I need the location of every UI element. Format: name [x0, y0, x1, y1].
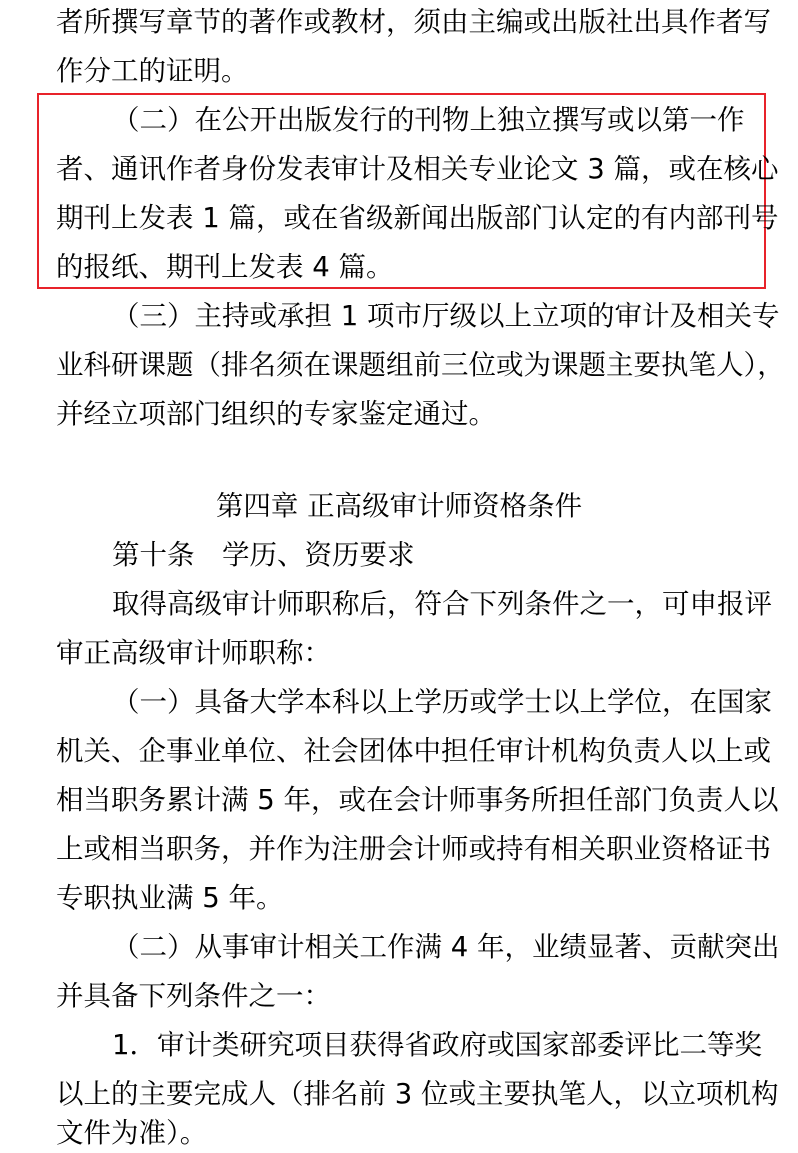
text-line: 上或相当职务，并作为注册会计师或持有相关职业资格证书	[56, 833, 771, 865]
text-line: 机关、企事业单位、社会团体中担任审计机构负责人以上或	[56, 735, 771, 767]
text-line: 期刊上发表 1 篇，或在省级新闻出版部门认定的有内部刊号	[56, 202, 779, 234]
text-line: 业科研课题（排名须在课题组前三位或为课题主要执笔人），	[56, 349, 785, 381]
text-line: 取得高级审计师职称后，符合下列条件之一，可申报评	[112, 588, 772, 620]
article-heading: 第十条 学历、资历要求	[112, 539, 415, 571]
text-line: 相当职务累计满 5 年，或在会计师事务所担任部门负责人以	[56, 784, 779, 816]
text-line: 作分工的证明。	[56, 55, 249, 87]
text-line: 并具备下列条件之一：	[56, 980, 331, 1012]
text-line: 文件为准）。	[56, 1117, 208, 1149]
text-line: 1．审计类研究项目获得省政府或国家部委评比二等奖	[112, 1029, 762, 1061]
text-line: 的报纸、期刊上发表 4 篇。	[56, 251, 394, 283]
text-line: 专职执业满 5 年。	[56, 882, 284, 914]
text-line: 以上的主要完成人（排名前 3 位或主要执笔人，以立项机构	[56, 1078, 779, 1110]
text-line: 审正高级审计师职称：	[56, 637, 331, 669]
text-line: （三）主持或承担 1 项市厅级以上立项的审计及相关专	[112, 300, 780, 332]
text-line: （一）具备大学本科以上学历或学士以上学位，在国家	[112, 686, 772, 718]
text-line: （二）从事审计相关工作满 4 年，业绩显著、贡献突出	[112, 931, 780, 963]
text-line: 者所撰写章节的著作或教材，须由主编或出版社出具作者写	[56, 6, 771, 38]
chapter-heading: 第四章 正高级审计师资格条件	[215, 490, 583, 522]
text-line: （二）在公开出版发行的刊物上独立撰写或以第一作	[112, 104, 745, 136]
text-line: 者、通讯作者身份发表审计及相关专业论文 3 篇，或在核心	[56, 153, 779, 185]
text-line: 并经立项部门组织的专家鉴定通过。	[56, 398, 496, 430]
